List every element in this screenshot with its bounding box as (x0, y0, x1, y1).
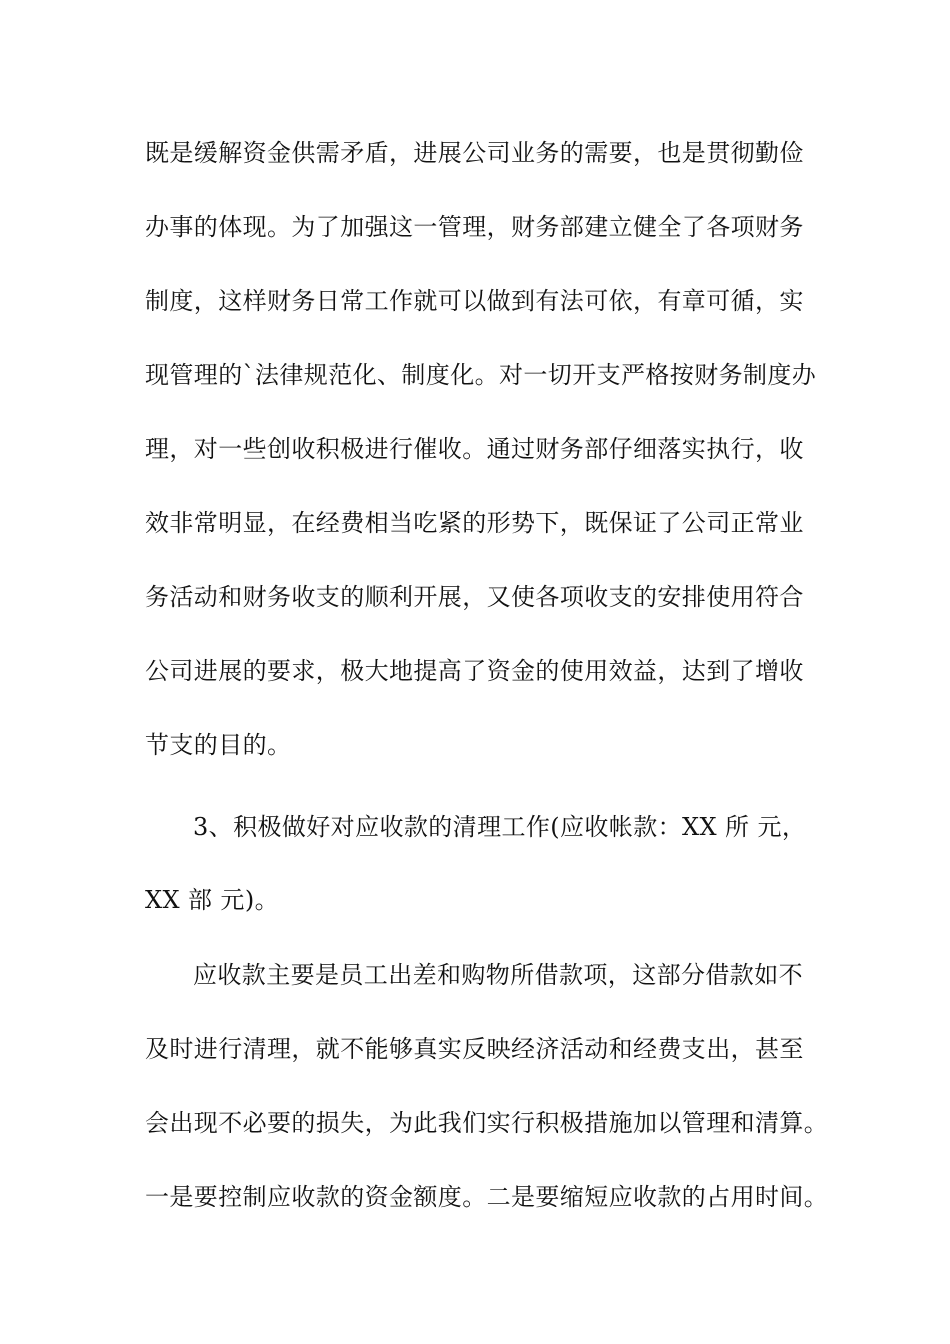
paragraph-line: 办事的体现。为了加强这一管理，财务部建立健全了各项财务 (145, 213, 804, 241)
paragraph-line: 效非常明显，在经费相当吃紧的形势下，既保证了公司正常业 (145, 509, 804, 537)
paragraph-line: 会出现不必要的损失，为此我们实行积极措施加以管理和清算。 (145, 1109, 829, 1137)
paragraph-line: 务活动和财务收支的顺利开展，又使各项收支的安排使用符合 (145, 583, 804, 611)
paragraph-line: 制度，这样财务日常工作就可以做到有法可依，有章可循，实 (145, 287, 804, 315)
paragraph-line: 既是缓解资金供需矛盾，进展公司业务的需要，也是贯彻勤俭 (145, 139, 804, 167)
paragraph-line: 节支的目的。 (145, 731, 292, 759)
paragraph-line: 及时进行清理，就不能够真实反映经济活动和经费支出，甚至 (145, 1035, 804, 1063)
paragraph-line: 应收款主要是员工出差和购物所借款项，这部分借款如不 (193, 961, 803, 989)
section-heading-line: 3、积极做好对应收款的清理工作(应收帐款：XX 所 元， (193, 813, 807, 841)
paragraph-line: 公司进展的要求，极大地提高了资金的使用效益，达到了增收 (145, 657, 804, 685)
paragraph-line: 理，对一些创收积极进行催收。通过财务部仔细落实执行，收 (145, 435, 804, 463)
paragraph-line: 现管理的`法律规范化、制度化。对一切开支严格按财务制度办 (145, 361, 817, 389)
paragraph-line: 一是要控制应收款的资金额度。二是要缩短应收款的占用时间。 (145, 1183, 829, 1211)
section-heading-line: XX 部 元)。 (145, 886, 279, 914)
